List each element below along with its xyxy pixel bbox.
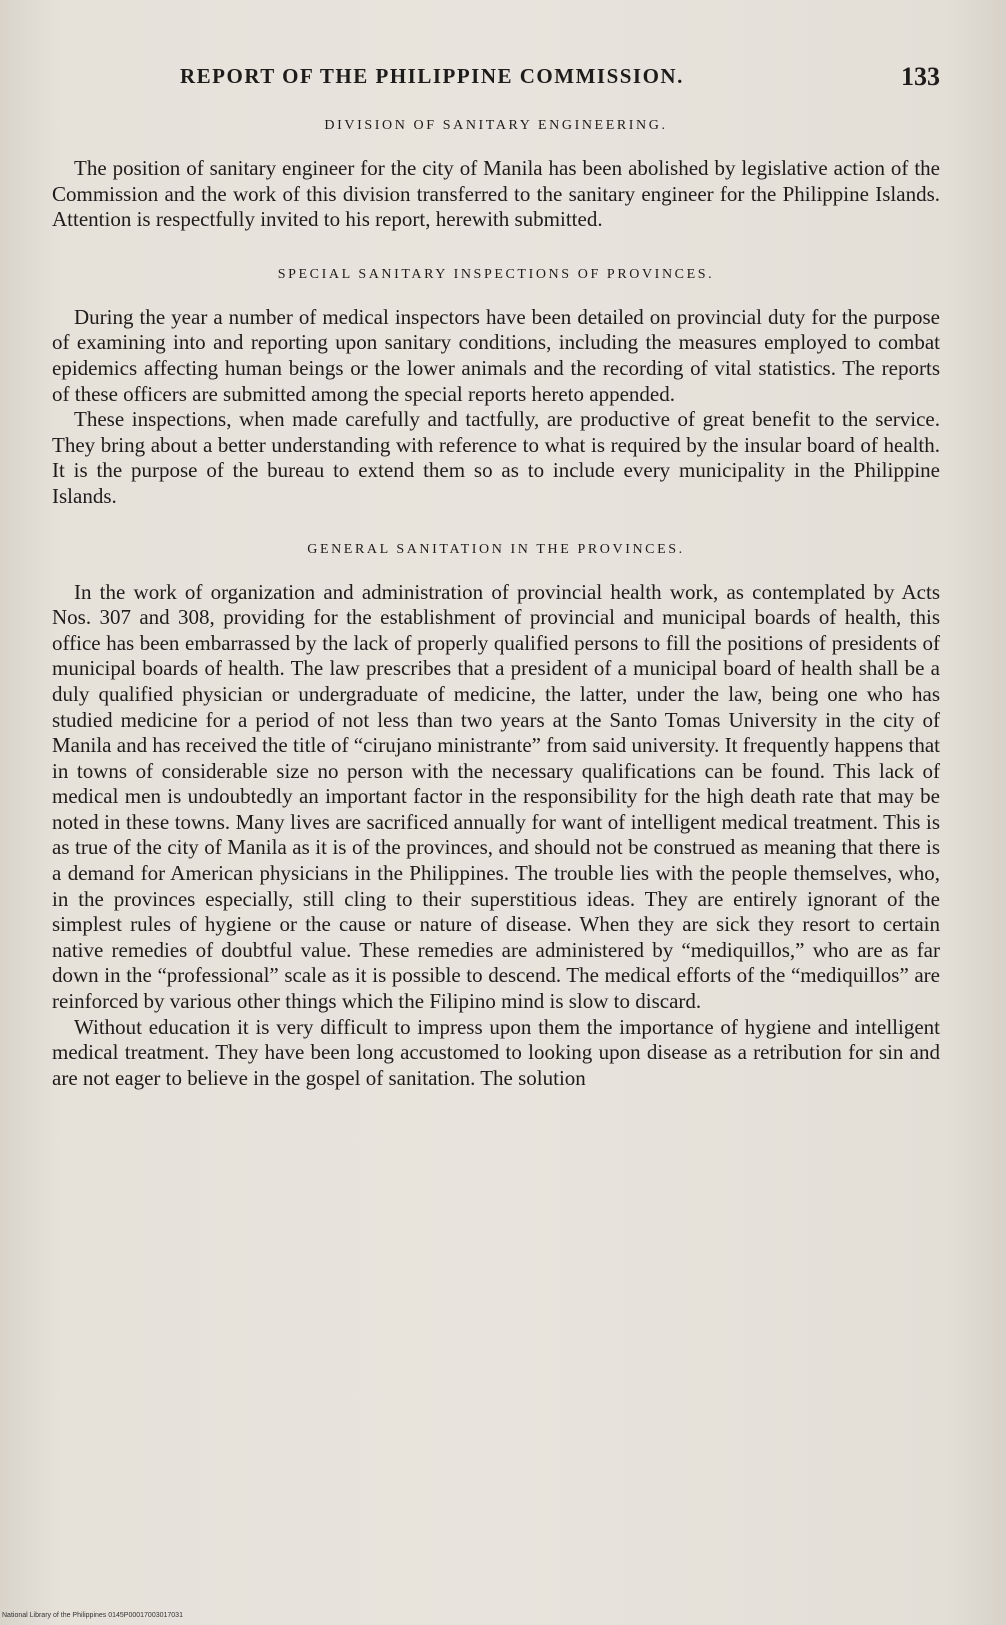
paragraph: Without education it is very difficult to impress upon them the importance of hygiene and intelligent medical treatment. They have been long accustomed to looking upon disease as a retribution for sin and are not eager to believe in the gospel of sanitation. The solution [52,1014,940,1090]
running-title: REPORT OF THE PHILIPPINE COMMISSION. [180,64,684,88]
paragraph: These inspections, when made carefully and tactfully, are productive of great benefit to the service. They bring about a better understanding with reference to what is required by the insular board of health. It is the purpose of the bureau to extend them so as to include every municipality in the Philippine Islands. [52,407,940,508]
section-general-sanitation [52,542,940,1092]
scan-credit: National Library of the Philippines 0145P00017003017031 [2,1612,183,1619]
paragraph: In the work of organization and administration of provincial health work, as contemplated by Acts Nos. 307 and 308, providing for the establishment of provincial and municipal boards of health, this office has been embarrassed by the lack of properly qualified persons to fill the positions of presidents of municipal boards of health. The law prescribes that a president of a municipal board of health shall be a duly qualified physician or undergraduate of medicine, the latter, under the law, being one who has studied medicine for a period of not less than two years at the Santo Tomas University in the city of Manila and has received the title of “cirujano ministrante” from said university. It frequently happens that in towns of considerable size no person with the necessary qualifications can be found. This lack of medical men is undoubtedly an important factor in the responsibility for the high death rate that may be noted in these towns. Many lives are sacrificed annually for want of intelligent medical treatment. This is as true of the city of Manila as it is of the provinces, and should not be construed as meaning that there is a demand for American physicians in the Philippines. The trouble lies with the people themselves, who, in the provinces especially, still cling to their superstitious ideas. They are entirely ignorant of the simplest rules of hygiene or the cause or nature of disease. When they are sick they resort to certain native remedies of doubtful value. These remedies are administered by “mediquillos,” who are as far down in the “professional” scale as it is possible to descend. The medical efforts of the “mediquillos” are reinforced by various other things which the Filipino mind is slow to discard. [52,579,940,1014]
page-header [180,62,940,102]
section-heading: SPECIAL SANITARY INSPECTIONS OF PROVINCES. [277,266,715,282]
section-sanitary-inspections [52,267,940,510]
section-sanitary-engineering [52,118,940,233]
paragraph: The position of sanitary engineer for the city of Manila has been abolished by legislative action of the Commission and the work of this division transferred to the sanitary engineer for the Philippine Islands. Attention is respectfully invited to his report, herewith submitted. [52,156,940,232]
paragraph: During the year a number of medical inspectors have been detailed on provincial duty for the purpose of examining into and reporting upon sanitary conditions, including the measures employed to combat epidemics affecting human beings or the lower animals and the recording of vital statistics. The reports of these officers are submitted among the special reports hereto appended. [52,304,940,406]
page-number: 133 [901,62,940,91]
section-heading: GENERAL SANITATION IN THE PROVINCES. [307,541,685,557]
page-body [52,118,940,1121]
section-heading: DIVISION OF SANITARY ENGINEERING. [324,118,668,133]
